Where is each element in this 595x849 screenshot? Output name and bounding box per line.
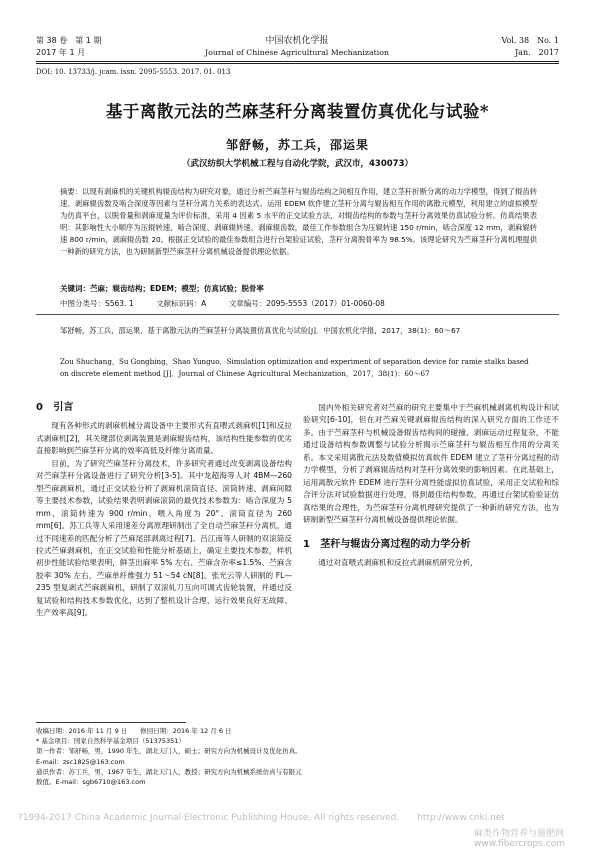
citation-en: Zou Shuchang，Su Gongbing，Shao Yunguo．Simulation optimization and experiment of separation device for ramie stalks based on discrete element method [J]．Journal of Chinese Agricultural Mechanization，2017，38(1)：60～67 (60, 357, 529, 378)
journal-title-cn: 中国农机化学报 (265, 36, 329, 46)
right-paragraph-1: 国内外相关研究者对苎麻的研究主要集中于苎麻机械剥离机构设计和试验研究[6-10]，但在对苎麻关键剥麻辊齿结构的深入研究方面的工作还不多。由于苎麻茎秆与机械设备辊齿结构间的碰撞、剥麻运动过程复杂，不能通过设备结构参数调整与试验分析揭示苎麻茎秆与辊齿相互作用的分离关系。本文采用离散元法及数值模拟仿真软件 EDEM 建立了茎秆分离过程的动力学模型，分析了剥麻辊齿结构对茎秆分离效果的影响因素。在此基础上，运用离散元软件 EDEM 进行茎秆分离性能虚拟仿真试验，采用正交试验和综合评分法对试验数据进行处理，得到最佳结构参数，再通过台架试验验证仿真结果的合理性，为苎麻茎秆分离机理研究提供了一种新的研究方法，也为研制新型苎麻茎秆分离机械设备提供理论依据。 (303, 403, 559, 525)
header-rule (36, 61, 559, 62)
footnote-rule (36, 722, 186, 723)
keywords: 关键词：苎麻；辊齿结构；EDEM；模型；仿真试验；脱骨率 (60, 284, 264, 293)
footnote-corresponding-author: 通讯作者：苏工兵，男，1967 年生，湖北天门人，教授；研究方向为机械系统仿真与有限元数值。E-mail：sgb6710@163.com (36, 767, 302, 787)
affiliation: （武汉纺织大学机械工程与自动化学院，武汉市，430073） (182, 159, 413, 169)
authors: 邹舒畅，苏工兵，邵运果 (225, 138, 369, 152)
right-paragraph-2: 通过对直喂式剥麻机和反拉式剥麻机研究分析， (318, 557, 478, 567)
journal-title-en: Journal of Chinese Agricultural Mechanization (205, 48, 389, 57)
right-column (303, 402, 559, 569)
left-column (36, 402, 292, 620)
paper-title: 基于离散元法的苎麻茎秆分离装置仿真优化与试验* (105, 102, 490, 121)
section-0-title: 引言 (53, 402, 74, 413)
watermark: 麻类作物营养与施肥网 www.fibercrops.com (474, 829, 565, 849)
date-cn: 2017 年 1 月 (36, 48, 86, 57)
header-rule-second (36, 63, 559, 64)
section-1-number: 1 (303, 538, 310, 550)
issue-en: Vol. 38 No. 1 (501, 36, 559, 45)
footnotes (36, 726, 306, 787)
left-paragraph-2: 目前，为了研究苎麻茎秆分离技术，许多研究者通过改变剥离设备结构对苎麻茎秆分离设备进行了研究分析[3-5]。其中龙超海等人对 4BM—260 型苎麻剥麻机，通过正交试验分析了剥麻机滚筒直径、滚筒转速、剥麻间隙等主要技术参数，试验结果表明剥麻滚筒的最优技术参数为：啮合深度为 5 mm、滚筒转速为 900 r/min、喂入角度为 20°、滚筒直径为 260 mm[6]。苏工兵等人采用速差分离原理研制出了全自动苎麻茎秆分离机，通过不同速差的匹配分析了苎麻尾部剥离过程[7]。吕江南等人研制的双滚筒反拉式苎麻剥麻机，在正交试验和性能分析基础上，确定主要技术参数，样机初步性能试验结果表明，鲜茎出麻率 5% 左右、苎麻含杂率≤1.5%、苎麻含胶率 30% 左右，苎麻单纤维强力 51～54 cN[8]。张光云等人研制的 FL—235 型复剥式苎麻剥麻机，研制了双滚轧刀互向可调式齿轮装置，并通过反复试验和结构技术参数优化，达到了整机设计合理、运行效果良好无故障、生产效率高[9]。 (36, 458, 292, 618)
citation-cn: 邹舒畅，苏工兵，邵运果．基于离散元法的苎麻茎秆分离装置仿真优化与试验[J]．中国农机化学报，2017，38(1)：60～67 (60, 326, 461, 335)
footnote-first-author: 第一作者：邹舒畅，男，1990 年生，湖北天门人，硕士；研究方向为机械设计及优化仿真。E-mail：zsc1825@163.com (36, 747, 302, 766)
page-footer: ?1994-2017 China Academic Journal Electronic Publishing House. All rights reserved. http://www.cnki.net (18, 813, 505, 823)
date-en: Jan. 2017 (514, 48, 559, 57)
footnote-received: 收稿日期：2016 年 11 月 9 日 修回日期：2016 年 12 月 6 日 (36, 727, 232, 735)
left-paragraph-1: 现有各种形式的剥麻机械分离设备中主要形式有直喂式剥麻机[1]和反拉式剥麻机[2]，其关键部位剥离装置是剥麻辊齿结构，该结构性能参数的优劣直接影响到苎麻茎秆分离的效率高低及纤维分离质量。 (36, 421, 292, 456)
section-1-heading (303, 539, 559, 551)
abstract: 摘要：以现有剥麻机的关键机构辊齿结构为研究对象，通过分析苎麻茎秆与辊齿结构之间相互作用，建立茎秆折断分离的动力学模型，得到了辊齿转速、剥麻辊齿数及啮合深度等因素与茎秆分离力关系的表达式。运用 EDEM 软件建立茎秆分离与辊齿相互作用的离散元模型，利用建立的虚拟模型为仿真平台，以脱骨量和剥麻度量为评价标准，采用 4 因素 5 水平的正交试验方法，对辊齿结构的参数与茎秆分离效果仿真试验分析。仿真结果表明：其影响性大小顺序为压辊转速、啮合深度、剥麻辊转速、剥麻辊齿数，最佳工作参数组合为压辊转速 150 r/min，啮合深度 12 mm，剥麻辊转速 800 r/min，剥麻辊齿数 20。根据正交试验的最佳参数组合进行台架验证试验，茎秆分离脱骨率为 98.5%。该理论研究为苎麻茎秆分离机理提供一种新的研究方法，也为研制新型苎麻茎秆分离机械设备提供理论依据。 (60, 187, 537, 257)
issue-cn: 第 38 卷 第 1 期 (36, 36, 102, 45)
abstract-rule (36, 314, 559, 315)
doi: DOI: 10. 13733/j. jcam. issn. 2095-5553. 2017. 01. 013 (36, 68, 231, 76)
section-1-title: 茎秆与辊齿分离过程的动力学分析 (320, 538, 471, 550)
footnote-fund: * 基金项目：国家自然科学基金项目（51375351） (36, 737, 185, 746)
classification-line: 中图分类号：S563. 1 文献标识码：A 文章编号：2095-5553（2017）01-0060-08 (60, 299, 385, 308)
section-0-number: 0 (36, 402, 43, 413)
section-0-heading (36, 402, 292, 414)
